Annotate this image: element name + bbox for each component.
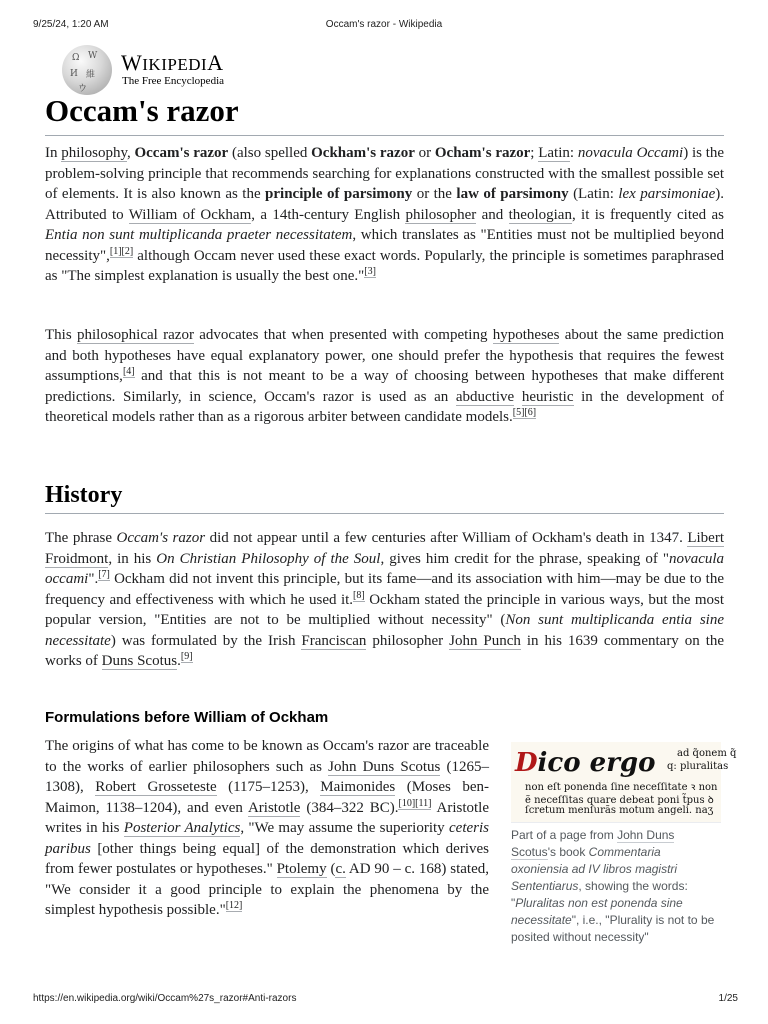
wordmark-last: A	[207, 50, 224, 75]
wiki-link[interactable]: Posterior Analytics	[123, 820, 241, 836]
citation	[110, 246, 122, 258]
wikipedia-wordmark[interactable]	[121, 50, 224, 76]
citation	[122, 246, 134, 258]
globe-glyph: 維	[86, 70, 96, 80]
manuscript-line: non eſt ponenda ſine neceſſitate ꝛ non	[525, 782, 718, 793]
wordmark-first: W	[121, 50, 143, 75]
citation-link[interactable]: [10]	[398, 797, 416, 809]
page-title: Occam's razor	[45, 93, 724, 136]
citation-link[interactable]: [4]	[122, 366, 135, 377]
bold-term: law of parsimony	[456, 186, 569, 202]
wiki-link[interactable]: Duns Scotus	[101, 653, 178, 669]
italic-text: Pluralitas non est ponenda sine necessitate	[511, 896, 683, 927]
italic-text: Entia non sunt multiplicanda praeter necessitatem	[45, 227, 353, 243]
wiki-link[interactable]: Ptolemy	[276, 861, 327, 877]
formulations-paragraph: The origins of what has come to be known as Occam's razor are traceable to the works of earlier philosophers such as John Duns Scotus (1265–1308), Robert Grosseteste (1175–1253), Maimonides (Moses ben-Maimon, 1138–1204), and even Aristotle (384–322 BC).[10][11] Aristotle writes in his Posterior Analytics, "We may assume the superiority ceteris paribus [other things being equal] of the demonstration which derives from fewer postulates or hypotheses." Ptolemy (c. AD 90 – c. 168) stated, "We consider it a good principle to explain the phenomena by the simplest hypothesis possible."[12]	[45, 738, 490, 918]
citation	[353, 590, 365, 602]
wiki-link[interactable]: hypotheses	[492, 327, 560, 343]
manuscript-line: q: pluralitas	[667, 761, 729, 772]
history-paragraph: The phrase Occam's razor did not appear until a few centuries after William of Ockham's death in 1347. Libert Froidmont, in his On Christian Philosophy of the Soul, gives him credit for the phrase, speaking of "novacula occami".[7] Ockham did not invent this principle, but its fame—and its association with him—may be due to the frequency and effectiveness with which he used it.[8] Ockham stated the principle in various ways, but the most popular version, "Entities are not to be multiplied without necessity" (Non sunt multiplicanda entia sine necessitate) was formulated by the Irish Franciscan philosopher John Punch in his 1639 commentary on the works of Duns Scotus.[9]	[45, 530, 725, 669]
citation	[98, 569, 110, 581]
citation	[123, 366, 135, 378]
bold-term: Ockham's razor	[311, 145, 415, 161]
citation-link[interactable]: [7]	[98, 569, 110, 580]
intro-paragraph-2: This philosophical razor advocates that when presented with competing hypotheses about the same prediction and both hypotheses have equal explanatory power, one should prefer the hypothesis that requires the fewest assumptions,[4] and that this is not meant to be a way of choosing between hypotheses that make different predictions. Similarly, in science, Occam's razor is used as an abductive heuristic in the development of theoretical models rather than as a rigorous arbiter between candidate models.[5][6]	[45, 327, 725, 425]
figure-caption: Part of a page from John Duns Scotus's book Commentaria oxoniensia ad IV libros magistri Sententiarus, showing the words: "Pluralitas non est ponenda sine necessitate", i.e., "Plurality is not to be posited without necessity"	[511, 828, 715, 944]
wiki-link[interactable]: Aristotle	[247, 799, 301, 816]
globe-glyph: ウ	[78, 84, 88, 94]
bold-term: principle of parsimony	[265, 186, 413, 202]
section-heading-history: History	[45, 482, 724, 514]
globe-glyph: Ω	[72, 53, 80, 63]
citation	[181, 651, 193, 663]
bold-term: Ocham's razor	[434, 145, 531, 161]
citation-link[interactable]: [1]	[109, 245, 122, 257]
wikipedia-tagline: The Free Encyclopedia	[122, 75, 225, 87]
wiki-link[interactable]: Libert Froidmont	[45, 530, 724, 567]
intro-paragraph: In philosophy, Occam's razor (also spelled Ockham's razor or Ocham's razor; Latin: novacula Occami) is the problem-solving principle that recommends searching for explanations constructed with the smallest possible set of elements. It is also known as the principle of parsimony or the law of parsimony (Latin: lex parsimoniae). Attributed to William of Ockham, a 14th-century English philosopher and theologian, it is frequently cited as Entia non sunt multiplicanda praeter necessitatem, which translates as "Entities must not be multiplied beyond necessity",[1][2] although Occam never used these exact words. Popularly, the principle is sometimes paraphrased as "The simplest explanation is usually the best one."[3]	[45, 145, 725, 284]
citation-link[interactable]: [3]	[364, 266, 376, 277]
wiki-link[interactable]: philosophical razor	[77, 327, 194, 343]
globe-glyph: W	[88, 51, 98, 61]
print-page-title: Occam's razor - Wikipedia	[325, 19, 443, 30]
italic-text: ceteris paribus	[45, 820, 489, 857]
print-page-number: 1/25	[718, 993, 738, 1004]
wiki-link[interactable]: Maimonides	[320, 779, 396, 795]
citation-link[interactable]: [6]	[524, 407, 537, 418]
wiki-link[interactable]: theologian	[508, 206, 572, 223]
italic-text: Non sunt multiplicanda entia sine necessitate	[45, 612, 724, 649]
wiki-link[interactable]: Latin	[538, 145, 570, 161]
citation-link[interactable]: [8]	[353, 589, 365, 601]
wordmark-mid: IKIPEDI	[142, 55, 208, 74]
wiki-link[interactable]: John Punch	[449, 632, 521, 649]
subsection-heading-formulations: Formulations before William of Ockham	[45, 709, 329, 726]
manuscript-line: ẽ neceſſitas quare debeat poni t̃pus ꝺ	[525, 795, 714, 806]
italic-text: Commentaria oxoniensia ad IV libros magistri Sententiarus	[511, 845, 678, 893]
wiki-link[interactable]: c.	[335, 861, 346, 877]
citation	[364, 266, 376, 278]
citation	[415, 798, 431, 810]
citation-link[interactable]: [12]	[225, 900, 243, 911]
globe-glyph: И	[70, 69, 78, 79]
italic-text: lex parsimoniae	[618, 186, 716, 202]
wiki-link[interactable]: Robert Grosseteste	[95, 779, 217, 795]
citation	[226, 900, 243, 912]
wikipedia-globe-logo[interactable]	[62, 45, 112, 95]
citation-link[interactable]: [2]	[121, 245, 134, 257]
manuscript-line: ſcretum menſurãs motum angeli. naʒ	[525, 805, 714, 816]
italic-text: On Christian Philosophy of the Soul	[156, 550, 381, 567]
bold-term: Occam's razor	[134, 145, 229, 161]
wiki-link[interactable]: Franciscan	[301, 632, 367, 649]
italic-text: novacula Occami	[577, 145, 684, 161]
citation	[513, 407, 525, 419]
citation-link[interactable]: [11]	[415, 797, 432, 809]
wiki-link[interactable]: John Duns Scotus	[511, 828, 675, 859]
italic-text: Occam's razor	[116, 530, 206, 546]
wiki-link[interactable]: philosophy	[61, 145, 127, 161]
wiki-link[interactable]: William of Ockham	[128, 206, 252, 223]
wiki-link[interactable]: heuristic	[521, 388, 574, 405]
print-url: https://en.wikipedia.org/wiki/Occam%27s_razor#Anti-razors	[33, 993, 297, 1004]
italic-text: novacula occami	[45, 550, 725, 587]
manuscript-heading-text: Dico ergo	[515, 748, 656, 778]
citation	[524, 407, 536, 419]
wiki-link[interactable]: abductive	[455, 388, 515, 405]
print-date: 9/25/24, 1:20 AM	[33, 19, 109, 30]
citation-link[interactable]: [5]	[512, 407, 525, 418]
figure-thumbnail	[511, 742, 737, 946]
manuscript-line: ad q̃onem q̃	[677, 748, 737, 759]
wiki-link[interactable]: philosopher	[405, 206, 477, 223]
manuscript-image[interactable]	[511, 742, 737, 823]
citation	[398, 798, 415, 810]
citation-link[interactable]: [9]	[180, 651, 193, 662]
wiki-link[interactable]: John Duns Scotus	[328, 758, 441, 775]
